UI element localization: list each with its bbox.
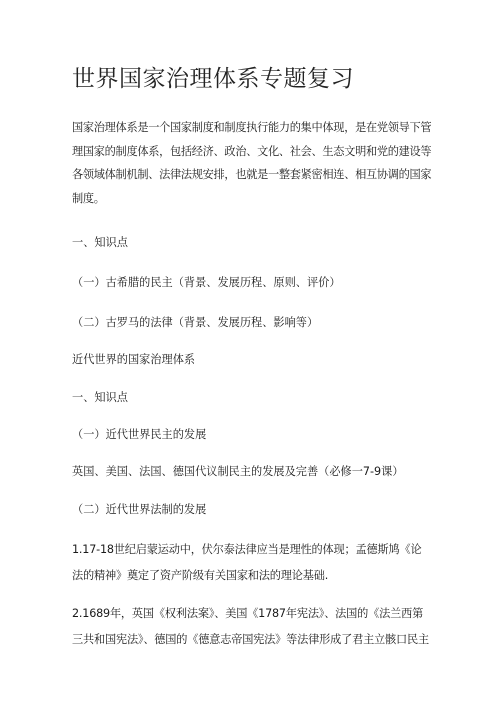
section-heading-modern-governance: 近代世界的国家治理体系: [72, 353, 196, 366]
page-title: 世界国家治理体系专题复习: [72, 66, 354, 92]
section-heading-knowledge-2: 一、知识点: [72, 391, 128, 404]
subsection-roman-law: （二）古罗马的法律（背景、发展历程、影响等）: [72, 316, 319, 329]
paragraph-constitutions: 2.1689年，英国《权利法案》、美国《1787年宪法》、法国的《法兰西第三共和国宪法》、德国的《德意志帝国宪法》等法律形成了君主立骸口民主: [72, 607, 429, 646]
subsection-greek-democracy: （一）古希腊的民主（背景、发展历程、原则、评价）: [72, 276, 341, 289]
subsection-modern-legal-system: （二）近代世界法制的发展: [72, 503, 207, 516]
subsection-modern-democracy: （一）近代世界民主的发展: [72, 428, 207, 441]
text-line-representative-democracy: 英国、美国、法国、德国代议制民主的发展及完善（必修一7-9课）: [72, 465, 404, 478]
section-heading-knowledge: 一、知识点: [72, 236, 128, 249]
paragraph-enlightenment: 1.17-18世纪启蒙运动中，伏尔泰法律应当是理性的体现；孟德斯鸠《论法的精神》奠定了资产阶级有关国家和法的理论基础.: [72, 543, 422, 582]
intro-paragraph: 国家治理体系是一个国家制度和制度执行能力的集中体现，是在党领导下管理国家的制度体系，包括经济、政治、文化、社会、生态文明和党的建设等各领域体制机制、法律法规安排，也就是一整套紧密相连、相互协调的国家制度。: [72, 121, 432, 205]
